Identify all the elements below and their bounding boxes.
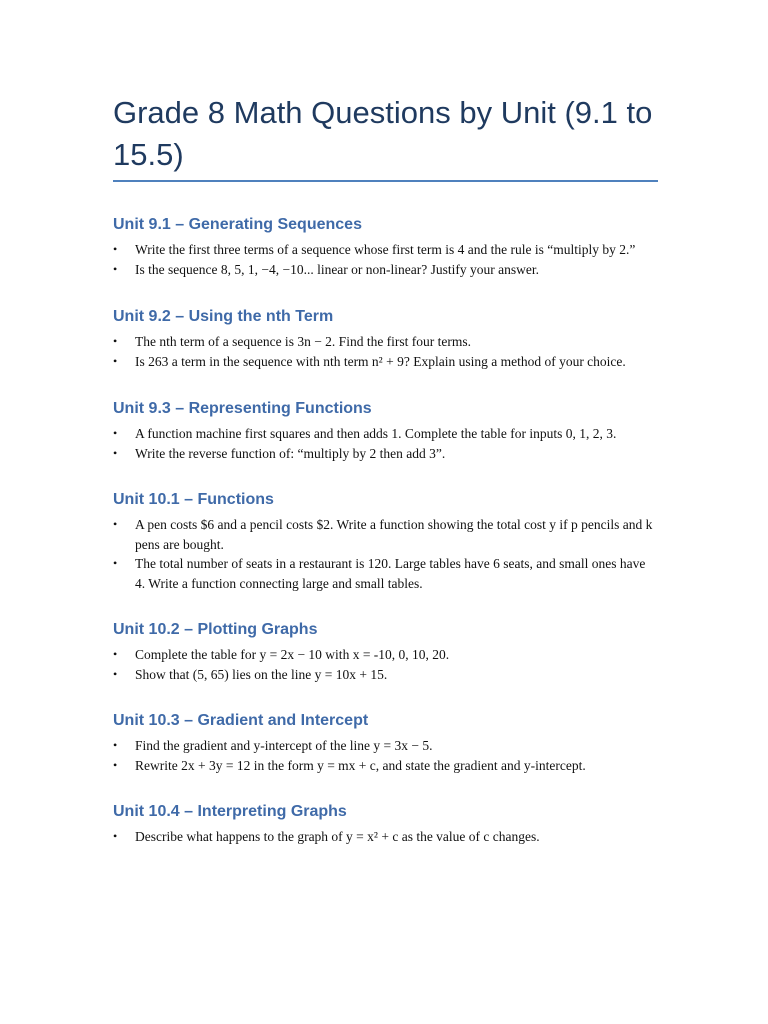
question-list bbox=[113, 424, 658, 463]
question-list bbox=[113, 736, 658, 775]
bullet-icon: • bbox=[113, 353, 118, 368]
question-text: Rewrite 2x + 3y = 12 in the form y = mx + c, and state the gradient and y-intercept. bbox=[135, 757, 586, 773]
question-text: Write the reverse function of: “multiply by 2 then add 3”. bbox=[135, 445, 446, 461]
unit-heading: Unit 10.3 – Gradient and Intercept bbox=[113, 712, 369, 729]
unit-section-10-4 bbox=[113, 801, 658, 847]
unit-section-9-1 bbox=[113, 214, 658, 279]
bullet-icon: • bbox=[113, 242, 118, 256]
question-text: Write the first three terms of a sequence whose first term is 4 and the rule is “multiply by 2.” bbox=[135, 242, 636, 257]
question-item bbox=[113, 554, 658, 593]
question-item bbox=[113, 352, 658, 372]
question-text: Find the gradient and y-intercept of the line y = 3x − 5. bbox=[135, 738, 433, 753]
unit-heading: Unit 9.1 – Generating Sequences bbox=[113, 216, 362, 233]
unit-heading: Unit 10.2 – Plotting Graphs bbox=[113, 621, 318, 638]
unit-heading: Unit 10.4 – Interpreting Graphs bbox=[113, 803, 347, 820]
question-text: Complete the table for y = 2x − 10 with x = -10, 0, 10, 20. bbox=[135, 647, 450, 662]
question-item bbox=[113, 665, 658, 685]
unit-heading: Unit 9.3 – Representing Functions bbox=[113, 400, 372, 417]
question-text: The total number of seats in a restaurant is 120. Large tables have 6 seats, and small ones have 4. Write a function connecting large and small tables. bbox=[135, 556, 646, 591]
question-item bbox=[113, 645, 658, 665]
question-list bbox=[113, 645, 658, 684]
question-item bbox=[113, 444, 658, 464]
unit-section-9-2 bbox=[113, 306, 658, 371]
question-item bbox=[113, 424, 658, 444]
question-list bbox=[113, 240, 658, 279]
question-item bbox=[113, 332, 658, 352]
bullet-icon: • bbox=[113, 426, 118, 440]
document-page bbox=[113, 92, 658, 847]
bullet-icon: • bbox=[113, 647, 118, 661]
question-text: The nth term of a sequence is 3n − 2. Find the first four terms. bbox=[135, 334, 472, 349]
bullet-icon: • bbox=[113, 517, 118, 531]
question-text: Is the sequence 8, 5, 1, −4, −10... linear or non-linear? Justify your answer. bbox=[135, 261, 539, 277]
bullet-icon: • bbox=[113, 757, 118, 772]
question-item bbox=[113, 240, 658, 260]
unit-section-10-3 bbox=[113, 710, 658, 775]
question-item bbox=[113, 260, 658, 280]
bullet-icon: • bbox=[113, 738, 118, 752]
question-list bbox=[113, 332, 658, 371]
unit-heading: Unit 9.2 – Using the nth Term bbox=[113, 308, 334, 325]
unit-section-10-2 bbox=[113, 619, 658, 684]
bullet-icon: • bbox=[113, 556, 118, 570]
question-text: A pen costs $6 and a pencil costs $2. Write a function showing the total cost y if p pencils and k pens are bought. bbox=[135, 517, 653, 552]
question-item bbox=[113, 756, 658, 776]
question-list bbox=[113, 515, 658, 593]
question-list bbox=[113, 827, 658, 847]
document-title: Grade 8 Math Questions by Unit (9.1 to 15.5) bbox=[113, 92, 658, 182]
unit-heading: Unit 10.1 – Functions bbox=[113, 491, 274, 508]
question-text: Is 263 a term in the sequence with nth term n² + 9? Explain using a method of your choice. bbox=[135, 353, 626, 369]
bullet-icon: • bbox=[113, 334, 118, 348]
question-item bbox=[113, 736, 658, 756]
question-text: Show that (5, 65) lies on the line y = 10x + 15. bbox=[135, 666, 388, 682]
question-item bbox=[113, 515, 658, 554]
question-text: A function machine first squares and then adds 1. Complete the table for inputs 0, 1, 2, 3. bbox=[135, 426, 617, 441]
question-text: Describe what happens to the graph of y = x² + c as the value of c changes. bbox=[135, 829, 540, 844]
bullet-icon: • bbox=[113, 445, 118, 460]
unit-section-9-3 bbox=[113, 398, 658, 463]
bullet-icon: • bbox=[113, 666, 118, 681]
bullet-icon: • bbox=[113, 829, 118, 843]
bullet-icon: • bbox=[113, 261, 118, 276]
unit-section-10-1 bbox=[113, 489, 658, 593]
question-item bbox=[113, 827, 658, 847]
